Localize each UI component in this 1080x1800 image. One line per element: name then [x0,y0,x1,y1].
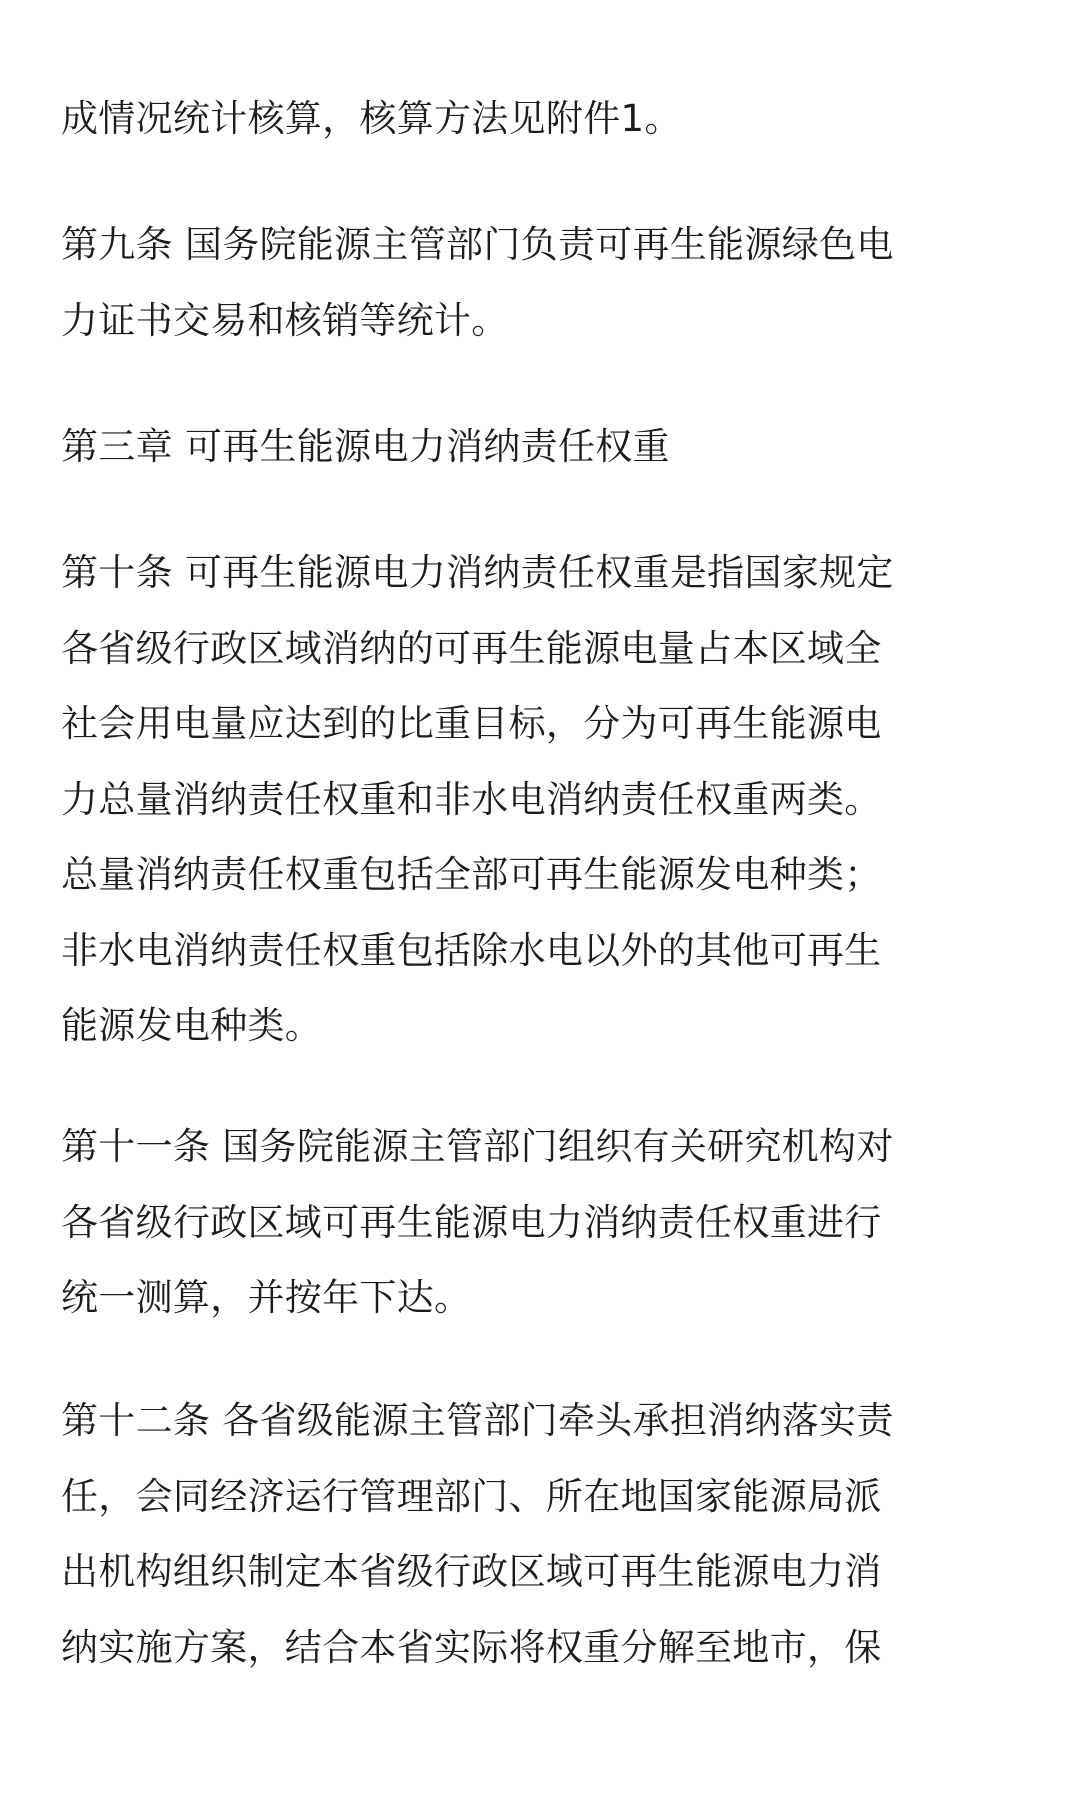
paragraph-accounting-method: 成情况统计核算，核算方法见附件1。 [61,97,682,140]
chapter-3-heading: 第三章 可再生能源电力消纳责任权重 [61,425,670,468]
paragraph-article-12: 第十二条 各省级能源主管部门牵头承担消纳落实责 任，会同经济运行管理部门、所在地国家能源局派 出机构组织制定本省级行政区域可再生能源电力消 纳实施方案，结合本省实际将权重分解至地市，保 [61,1399,894,1669]
paragraph-article-9: 第九条 国务院能源主管部门负责可再生能源绿色电 力证书交易和核销等统计。 [61,223,894,342]
paragraph-article-10: 第十条 可再生能源电力消纳责任权重是指国家规定 各省级行政区域消纳的可再生能源电量占本区域全 社会用电量应达到的比重目标，分为可再生能源电 力总量消纳责任权重和非水电消纳责任权重两类。 总量消纳责任权重包括全部可再生能源发电种类； 非水电消纳责任权重包括除水电以外的其他可再生 能源发电种类。 [61,551,894,1047]
paragraph-article-11: 第十一条 国务院能源主管部门组织有关研究机构对 各省级行政区域可再生能源电力消纳责任权重进行 统一测算，并按年下达。 [61,1125,894,1319]
